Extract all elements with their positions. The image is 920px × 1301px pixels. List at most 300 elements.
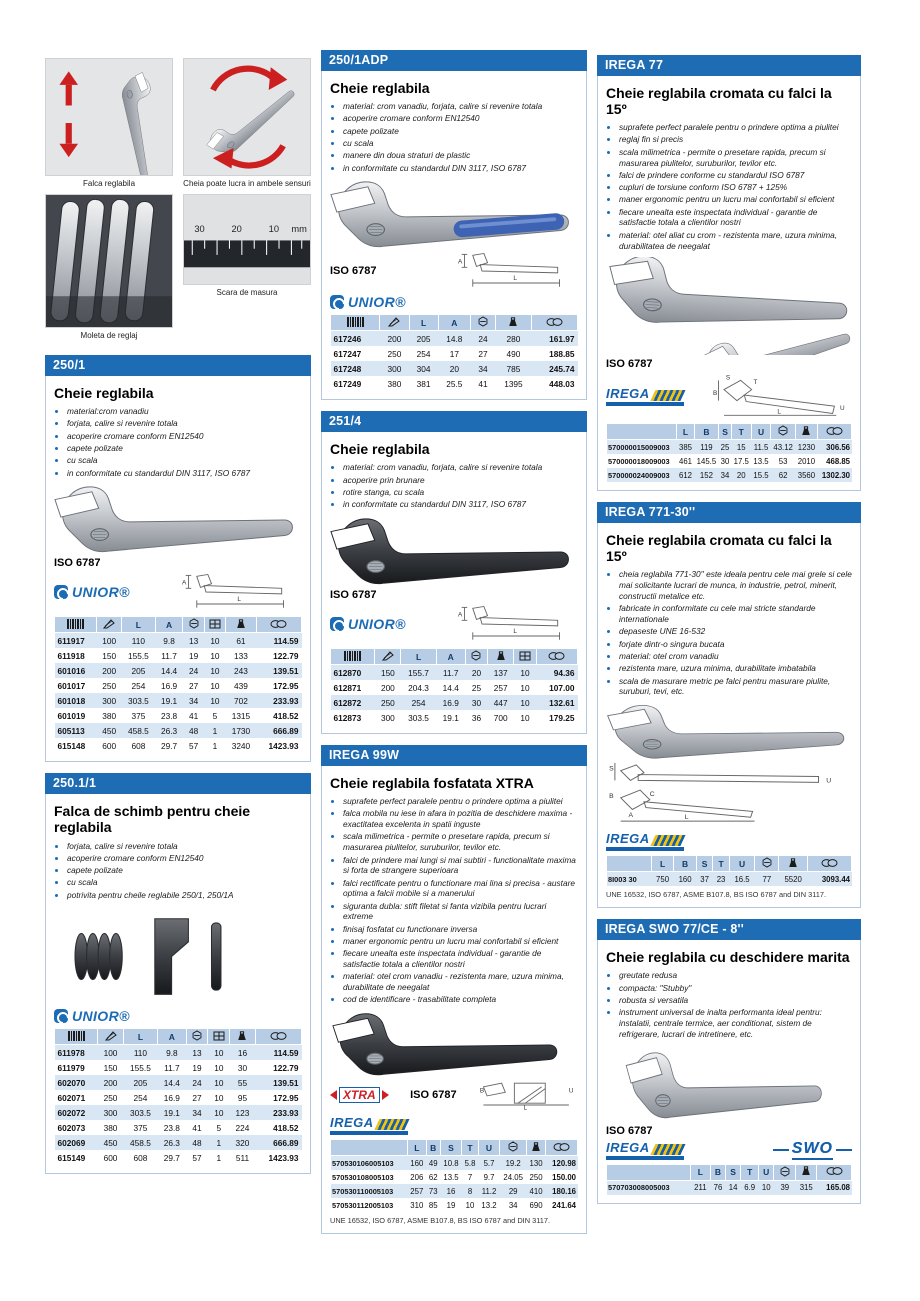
- section-irega-771-30: [597, 502, 861, 908]
- svg-text:30: 30: [194, 224, 205, 235]
- value-cell: 76: [713, 1183, 723, 1193]
- product-table: [330, 1139, 578, 1212]
- value-cell: 243: [234, 665, 248, 676]
- product-table: [330, 648, 578, 725]
- col-A: A: [155, 617, 183, 633]
- product-figure: [54, 906, 302, 1024]
- value-cell: 30: [237, 1062, 248, 1073]
- value-cell: 150: [102, 650, 117, 661]
- value-cell: 19.1: [161, 695, 178, 706]
- value-cell: 10: [210, 650, 220, 661]
- price-cell: 1423.93: [268, 740, 299, 751]
- value-cell: 10: [214, 1047, 224, 1058]
- article-number: 602071: [57, 1092, 86, 1103]
- bullet-item: • material:crom vanadiu: [67, 406, 302, 417]
- spare-jaw-image: [54, 906, 264, 1006]
- section-250-1-1: [45, 773, 311, 1174]
- bullet-item: • scala milimetrica - permite o presetare rapida, precum si masurarea piulitelor, suruburilor, tevilor etc.: [343, 831, 578, 853]
- price-cell: 172.95: [273, 1092, 299, 1103]
- wrench-image-black: [330, 516, 575, 586]
- irega-stripes-icon: [650, 1144, 685, 1155]
- price-icon: [255, 1029, 301, 1045]
- value-cell: 130: [529, 1158, 543, 1168]
- value-cell: 205: [131, 665, 146, 676]
- irega-tagline-bar: [606, 1156, 684, 1160]
- product-row: [55, 1150, 302, 1165]
- value-cell: 10: [210, 695, 220, 706]
- value-cell: 254: [133, 1092, 148, 1103]
- value-cell: 62: [428, 1172, 438, 1182]
- col-U: U: [478, 1140, 500, 1156]
- product-table: [54, 616, 302, 753]
- col-A: A: [436, 649, 465, 665]
- section-code-bar: 250.1/1: [45, 773, 311, 794]
- value-cell: 13.5: [753, 456, 769, 466]
- product-row: [55, 1045, 302, 1061]
- value-cell: 37: [700, 874, 709, 884]
- value-cell: 110: [133, 1047, 148, 1058]
- table-header-row: [607, 1164, 852, 1180]
- bullet-item: • material: crom vanadiu, forjata, calire si revenire totala: [343, 101, 578, 112]
- value-cell: 254: [131, 680, 146, 691]
- product-row: [331, 376, 578, 391]
- price-icon: [536, 649, 577, 665]
- value-cell: 1: [212, 725, 218, 736]
- article-number: 601018: [57, 695, 86, 706]
- price-cell: 1302.30: [821, 470, 850, 480]
- price-cell: 165.08: [826, 1183, 850, 1193]
- value-cell: 8: [467, 1186, 473, 1196]
- bullet-item: • in conformitate cu standardul DIN 3117, ISO 6787: [67, 468, 302, 479]
- dim-label: B: [609, 792, 614, 800]
- price-cell: 120.98: [552, 1158, 576, 1168]
- product-figure: [606, 1046, 852, 1160]
- value-cell: 447: [493, 697, 508, 708]
- product-row: [607, 440, 852, 455]
- dimension-diagram: [712, 373, 852, 419]
- dimension-diagram: [606, 761, 841, 825]
- value-cell: 10: [214, 1107, 224, 1118]
- value-cell: 155.5: [130, 1062, 151, 1073]
- section-irega-99w: [321, 745, 587, 1234]
- iso-label: ISO 6787: [54, 557, 101, 570]
- table-header-row: [55, 617, 302, 633]
- value-cell: 13.2: [481, 1200, 497, 1210]
- middle-column: [321, 50, 587, 1245]
- dimension-diagram: [478, 1079, 578, 1111]
- irega-logo: [330, 1115, 408, 1135]
- value-cell: 27: [189, 680, 199, 691]
- weight-icon: [527, 1140, 546, 1156]
- iso-label: ISO 6787: [330, 589, 377, 601]
- irega-tagline-bar: [606, 402, 684, 406]
- col-S: S: [719, 424, 732, 440]
- value-cell: 250: [387, 348, 402, 359]
- table-header-row: [331, 315, 578, 331]
- wrench-image-plastic-handle: [330, 179, 575, 249]
- value-cell: 15: [736, 442, 746, 452]
- value-cell: 20: [449, 363, 459, 374]
- product-table: [54, 1028, 302, 1165]
- dimension-diagram: [182, 572, 302, 612]
- product-row: [607, 454, 852, 468]
- value-cell: 30: [471, 697, 482, 708]
- iso-label: ISO 6787: [330, 265, 377, 278]
- feature-list: [606, 569, 852, 697]
- col-B: B: [426, 1140, 440, 1156]
- value-cell: 27: [478, 348, 488, 359]
- value-cell: 5.7: [483, 1158, 495, 1168]
- swo-logo: [773, 1140, 852, 1160]
- wrench-image: [54, 484, 299, 554]
- dim-label: L: [777, 408, 781, 416]
- irega-logo-text: IREGA: [606, 1139, 650, 1155]
- col-L: L: [122, 617, 156, 633]
- price-cell: 132.61: [549, 697, 575, 708]
- article-number: 570000015009003: [608, 442, 670, 452]
- dimension-diagram: [458, 604, 578, 644]
- value-cell: 14.4: [163, 1077, 180, 1088]
- value-cell: 10.8: [443, 1158, 459, 1168]
- dim-label: U: [839, 405, 845, 413]
- section-irega-77: [597, 55, 861, 491]
- both-directions-image: [183, 58, 311, 176]
- article-number: 601016: [57, 665, 86, 676]
- value-cell: 450: [102, 725, 117, 736]
- product-row: [55, 738, 302, 753]
- bullet-item: • instrument universal de inalta performanta ideal pentru: instalatii, centrale termice, aer conditionat, sistem de refrigerare, lucrari de intretinere, etc.: [619, 1007, 852, 1039]
- bullet-item: • forjata, calire si revenire totala: [67, 418, 302, 429]
- value-cell: 204.3: [408, 682, 429, 693]
- product-row: [55, 633, 302, 649]
- article-number: 611917: [57, 635, 85, 646]
- feature-list: [330, 796, 578, 1005]
- col-L: L: [123, 1029, 157, 1045]
- price-icon: [546, 1140, 578, 1156]
- dimension-diagram: [458, 251, 578, 291]
- bullet-item: • fiecare unealta este inspectata individual - garantie de satisfactie totala a clientilor nostri: [343, 948, 578, 970]
- bullet-item: • cu scala: [343, 138, 578, 149]
- feature-list: [54, 406, 302, 478]
- dim-label: A: [628, 812, 633, 820]
- value-cell: 380: [103, 1122, 118, 1133]
- feature-list: [606, 970, 852, 1039]
- value-cell: 57: [189, 740, 199, 751]
- value-cell: 29.7: [161, 740, 178, 751]
- article-number: 612870: [333, 667, 362, 678]
- bullet-item: • robusta si versatila: [619, 995, 852, 1006]
- irega-logo-text: IREGA: [330, 1115, 374, 1131]
- col-article: [607, 424, 677, 440]
- value-cell: 250: [103, 1092, 118, 1103]
- price-icon: [807, 856, 851, 872]
- jaw-icon: [380, 315, 409, 331]
- value-cell: 1: [216, 1137, 222, 1148]
- dim-label-A: A: [458, 611, 463, 619]
- price-cell: 241.64: [552, 1200, 576, 1210]
- value-cell: 5: [216, 1122, 222, 1133]
- value-cell: 1: [212, 740, 218, 751]
- article-number: 570530108005103: [332, 1172, 394, 1182]
- wrench-image-stubby: [606, 1046, 851, 1122]
- article-number: 602072: [57, 1107, 86, 1118]
- article-number: 570530110005103: [332, 1186, 394, 1196]
- value-cell: 10: [761, 1183, 771, 1193]
- article-number: 612871: [333, 682, 362, 693]
- value-cell: 200: [103, 1077, 118, 1088]
- value-cell: 119: [700, 442, 713, 452]
- section-irega-swo-77ce: [597, 919, 861, 1203]
- dim-label-L: L: [513, 628, 517, 636]
- table-header-row: [331, 649, 578, 665]
- value-cell: 6.9: [744, 1183, 756, 1193]
- product-row: [55, 1090, 302, 1105]
- iso-label: ISO 6787: [606, 358, 653, 371]
- value-cell: 16: [237, 1047, 248, 1058]
- value-cell: 10: [210, 680, 220, 691]
- price-cell: 245.74: [549, 363, 575, 374]
- unior-logo-icon: [54, 585, 68, 599]
- value-cell: 155.5: [128, 650, 149, 661]
- feature-list: [54, 841, 302, 901]
- unior-logo-text: UNIOR®: [72, 1008, 130, 1025]
- svg-text:mm: mm: [291, 224, 307, 235]
- irega-logo: [606, 1140, 684, 1160]
- value-cell: 785: [506, 363, 521, 374]
- section-title: Cheie reglabila cromata cu falci la 15º: [606, 532, 832, 565]
- value-cell: 27: [192, 1092, 202, 1103]
- product-row: [607, 1180, 852, 1195]
- weight-icon: [496, 315, 532, 331]
- value-cell: 10: [520, 682, 530, 693]
- bullet-item: • acoperire cromare conform EN12540: [343, 113, 578, 124]
- article-icon: [331, 315, 380, 331]
- value-cell: 26.3: [163, 1137, 180, 1148]
- value-cell: 53: [778, 456, 788, 466]
- bullet-item: • finisaj fosfatat cu functionare inversa: [343, 924, 578, 935]
- value-cell: 5520: [784, 874, 802, 884]
- value-cell: 14.4: [442, 682, 459, 693]
- value-cell: 1395: [504, 378, 523, 389]
- dim-label-A: A: [458, 258, 463, 266]
- product-row: [55, 708, 302, 723]
- value-cell: 133: [234, 650, 248, 661]
- hex-icon: [471, 315, 496, 331]
- value-cell: 14: [728, 1183, 738, 1193]
- value-cell: 16.5: [734, 874, 750, 884]
- value-cell: 410: [529, 1186, 543, 1196]
- col-T: T: [731, 424, 751, 440]
- price-cell: 3093.44: [821, 874, 850, 884]
- price-cell: 1423.93: [268, 1152, 299, 1163]
- standards-footnote: UNE 16532, ISO 6787, ASME B107.8, BS ISO 6787 and DIN 3117.: [606, 890, 827, 900]
- product-figure: [330, 516, 578, 644]
- product-row: [55, 1105, 302, 1120]
- value-cell: 257: [410, 1186, 424, 1196]
- value-cell: 200: [102, 665, 117, 676]
- product-figure: [606, 703, 852, 851]
- price-cell: 418.52: [273, 1122, 299, 1133]
- value-cell: 24: [478, 333, 488, 344]
- product-row: [55, 663, 302, 678]
- article-number: 617249: [333, 378, 362, 389]
- col-U: U: [759, 1164, 774, 1180]
- value-cell: 11.7: [161, 650, 177, 661]
- value-cell: 375: [133, 1122, 148, 1133]
- col-B: B: [674, 856, 697, 872]
- price-cell: 114.59: [273, 1047, 299, 1058]
- article-number: 615148: [57, 740, 86, 751]
- col-U: U: [751, 424, 771, 440]
- feature-gallery: [45, 58, 311, 341]
- price-cell: 666.89: [273, 1137, 299, 1148]
- product-table: [606, 1164, 852, 1195]
- value-cell: 20: [471, 667, 482, 678]
- article-number: 601019: [57, 710, 86, 721]
- value-cell: 26.3: [161, 725, 178, 736]
- section-title: Cheie reglabila: [54, 385, 154, 402]
- value-cell: 303.5: [128, 695, 149, 706]
- col-B: B: [710, 1164, 725, 1180]
- adjusting-knurl-image: [45, 194, 173, 328]
- value-cell: 19.2: [505, 1158, 521, 1168]
- section-code-bar: IREGA 99W: [321, 745, 587, 766]
- standards-footnote: UNE 16532, ISO 6787, ASME B107.8, BS ISO 6787 and DIN 3117.: [330, 1216, 551, 1226]
- jaw-icon: [375, 649, 401, 665]
- price-cell: 179.25: [549, 712, 575, 723]
- bullet-item: • acoperire cromare conform EN12540: [67, 853, 302, 864]
- value-cell: 303.5: [408, 712, 429, 723]
- product-row: [331, 1184, 578, 1198]
- bullet-item: • scala milimetrica - permite o presetare rapida, precum si masurarea piulitelor, suruburilor, tevilor etc.: [619, 147, 852, 169]
- price-cell: 122.79: [273, 650, 299, 661]
- feature-list: [330, 101, 578, 173]
- value-cell: 9.8: [166, 1047, 178, 1058]
- xtra-arrow-icon: [382, 1090, 389, 1100]
- bullet-item: • rotire stanga, cu scala: [343, 487, 578, 498]
- value-cell: 100: [102, 635, 117, 646]
- bullet-item: • reglaj fin si precis: [619, 134, 852, 145]
- value-cell: 25: [720, 442, 730, 452]
- section-code-bar: IREGA SWO 77/CE - 8'': [597, 919, 861, 940]
- article-number: 602069: [57, 1137, 86, 1148]
- irega-logo-text: IREGA: [606, 831, 650, 847]
- section-code-bar: IREGA 771-30'': [597, 502, 861, 523]
- product-row: [331, 361, 578, 376]
- dim-label-L: L: [237, 596, 241, 604]
- dim-label: U: [826, 777, 832, 785]
- col-U: U: [729, 856, 755, 872]
- section-title: Cheie reglabila fosfatata XTRA: [330, 775, 534, 791]
- value-cell: 25.5: [446, 378, 463, 389]
- irega-stripes-icon: [374, 1119, 409, 1130]
- article-number: 612872: [333, 697, 362, 708]
- article-number: 605113: [57, 725, 85, 736]
- product-table: [606, 423, 852, 482]
- unior-logo-text: UNIOR®: [348, 616, 406, 632]
- value-cell: 450: [103, 1137, 118, 1148]
- bullet-item: • compacta: "Stubby": [619, 983, 852, 994]
- value-cell: 254: [416, 348, 431, 359]
- value-cell: 16: [446, 1186, 456, 1196]
- section-title: Cheie reglabila cu deschidere marita: [606, 949, 850, 966]
- table-header-row: [331, 1140, 578, 1156]
- article-number: 611918: [57, 650, 85, 661]
- product-row: [55, 678, 302, 693]
- value-cell: 250: [102, 680, 117, 691]
- price-cell: 666.89: [273, 725, 299, 736]
- value-cell: 9.8: [163, 635, 175, 646]
- value-cell: 200: [380, 682, 395, 693]
- table-header-row: [607, 424, 852, 440]
- swo-arrow-icon: [836, 1149, 852, 1151]
- product-figure: [330, 179, 578, 310]
- section-code-bar: 250/1ADP: [321, 50, 587, 71]
- product-row: [331, 710, 578, 725]
- value-cell: 608: [131, 740, 146, 751]
- section-code-bar: 250/1: [45, 355, 311, 376]
- price-cell: 448.03: [549, 378, 575, 389]
- price-cell: 468.85: [826, 456, 850, 466]
- bullet-item: • material: otel aliat cu crom - rezistenta mare, uzura minima, durabilitatea de neegalat: [619, 230, 852, 252]
- xtra-arrow-icon: [330, 1090, 337, 1100]
- bullet-item: • scala de masurare metric pe falci pentru masurare piulite, suruburi, tevi, etc.: [619, 676, 852, 698]
- bullet-item: • cu scala: [67, 455, 302, 466]
- dim-label: B: [713, 390, 718, 398]
- value-cell: 85: [428, 1200, 438, 1210]
- value-cell: 250: [529, 1172, 543, 1182]
- value-cell: 10: [210, 665, 220, 676]
- value-cell: 612: [678, 470, 692, 480]
- article-number: 611979: [57, 1062, 85, 1073]
- pack-icon: [204, 617, 225, 633]
- article-number: 570000018009003: [608, 456, 670, 466]
- value-cell: 34: [508, 1200, 518, 1210]
- value-cell: 20: [736, 470, 746, 480]
- value-cell: 24: [189, 665, 199, 676]
- section-251-4: [321, 411, 587, 734]
- value-cell: 2010: [797, 456, 816, 466]
- value-cell: 36: [471, 712, 482, 723]
- bullet-item: • cupluri de torsiune conform ISO 6787 + 125%: [619, 182, 852, 193]
- article-number: 602070: [57, 1077, 86, 1088]
- price-cell: 94.36: [553, 667, 575, 678]
- value-cell: 257: [493, 682, 508, 693]
- weight-icon: [779, 856, 808, 872]
- value-cell: 458.5: [128, 725, 149, 736]
- value-cell: 100: [103, 1047, 118, 1058]
- value-cell: 110: [131, 635, 146, 646]
- value-cell: 29: [508, 1186, 518, 1196]
- hex-icon: [183, 617, 204, 633]
- section-250-1: [45, 355, 311, 762]
- article-number: 617248: [333, 363, 362, 374]
- col-L: L: [690, 1164, 710, 1180]
- col-A: A: [158, 1029, 186, 1045]
- col-T: T: [741, 1164, 759, 1180]
- bullet-item: • depaseste UNE 16-532: [619, 626, 852, 637]
- bullet-item: • maner ergonomic pentru un lucru mai confortabil si eficient: [619, 194, 852, 205]
- product-figure: [54, 484, 302, 612]
- price-cell: 233.93: [273, 695, 299, 706]
- svg-text:10: 10: [268, 224, 280, 235]
- product-row: [331, 331, 578, 347]
- unior-logo: [54, 584, 130, 600]
- article-number: 570000024009003: [608, 470, 670, 480]
- product-row: [331, 680, 578, 695]
- section-code-bar: 251/4: [321, 411, 587, 432]
- bullet-item: • forjata, calire si revenire totala: [67, 841, 302, 852]
